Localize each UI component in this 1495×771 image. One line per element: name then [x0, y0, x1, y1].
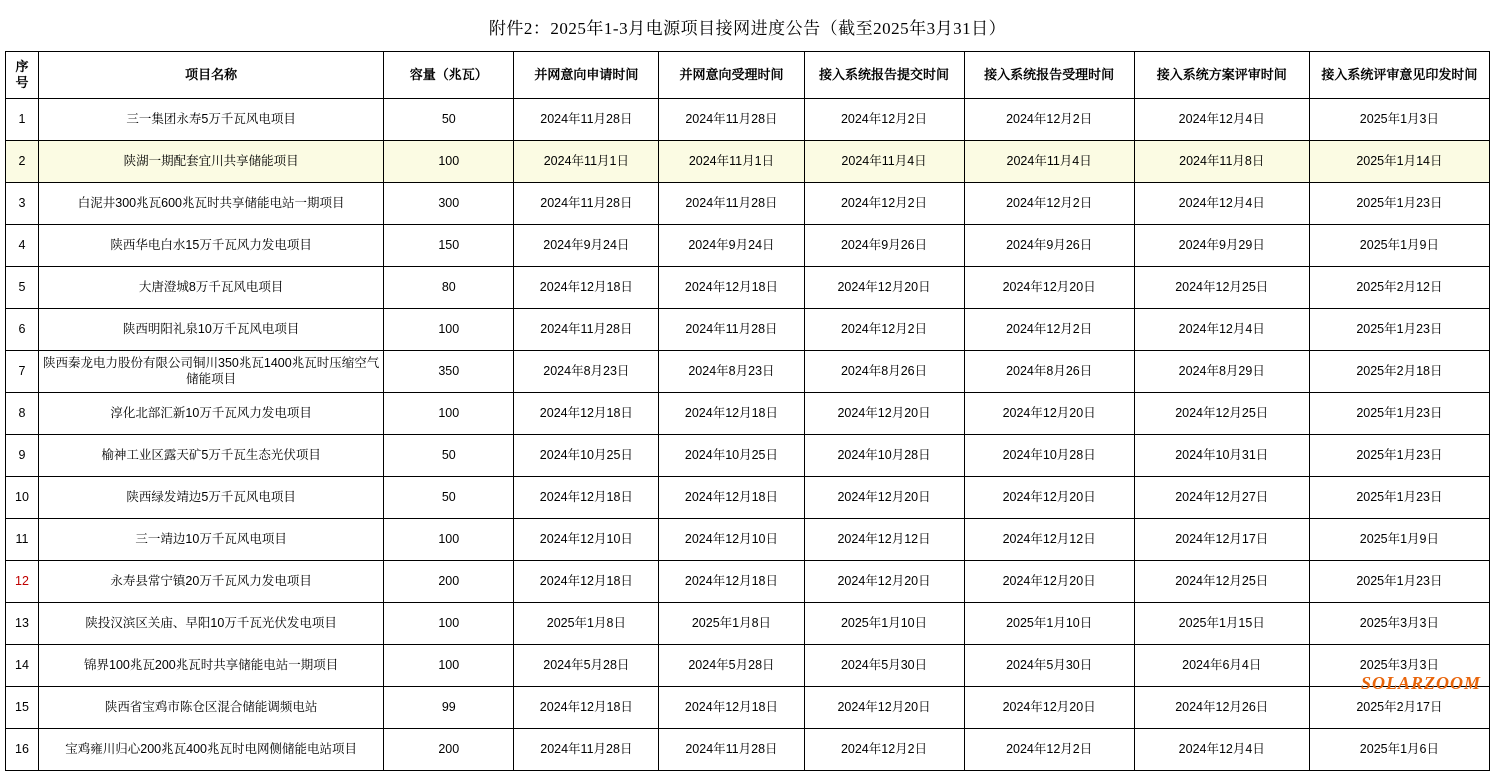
cell-intent-accept: 2024年11月28日: [659, 729, 804, 771]
cell-plan-review: 2025年1月15日: [1134, 603, 1309, 645]
cell-plan-review: 2024年12月25日: [1134, 267, 1309, 309]
cell-project-name: 三一集团永寿5万千瓦风电项目: [39, 99, 384, 141]
cell-index: 14: [6, 645, 39, 687]
cell-intent-apply: 2024年11月28日: [514, 729, 659, 771]
cell-report-submit: 2024年12月2日: [804, 729, 964, 771]
cell-report-accept: 2024年12月2日: [964, 309, 1134, 351]
cell-report-submit: 2024年12月20日: [804, 267, 964, 309]
cell-report-accept: 2024年12月2日: [964, 183, 1134, 225]
cell-opinion-issue: 2025年1月9日: [1309, 225, 1489, 267]
cell-intent-apply: 2025年1月8日: [514, 603, 659, 645]
cell-report-submit: 2024年12月2日: [804, 183, 964, 225]
cell-index: 11: [6, 519, 39, 561]
cell-intent-accept: 2024年8月23日: [659, 351, 804, 393]
cell-intent-apply: 2024年11月28日: [514, 183, 659, 225]
cell-intent-accept: 2024年12月10日: [659, 519, 804, 561]
cell-intent-accept: 2024年12月18日: [659, 393, 804, 435]
cell-report-accept: 2024年10月28日: [964, 435, 1134, 477]
column-header-report-submit: 接入系统报告提交时间: [804, 52, 964, 99]
watermark: SOLARZOOM: [1360, 673, 1481, 693]
cell-capacity: 350: [384, 351, 514, 393]
table-row: [6, 309, 1490, 351]
cell-report-accept: 2024年12月20日: [964, 477, 1134, 519]
cell-capacity: 100: [384, 603, 514, 645]
cell-capacity: 300: [384, 183, 514, 225]
cell-intent-apply: 2024年12月18日: [514, 393, 659, 435]
table-row: [6, 225, 1490, 267]
cell-index: 9: [6, 435, 39, 477]
cell-report-accept: 2025年1月10日: [964, 603, 1134, 645]
cell-opinion-issue: 2025年2月18日: [1309, 351, 1489, 393]
cell-intent-accept: 2024年12月18日: [659, 267, 804, 309]
cell-index: 7: [6, 351, 39, 393]
progress-table: [5, 51, 1490, 771]
cell-intent-apply: 2024年10月25日: [514, 435, 659, 477]
cell-report-accept: 2024年12月20日: [964, 267, 1134, 309]
cell-report-submit: 2024年12月12日: [804, 519, 964, 561]
cell-intent-accept: 2024年5月28日: [659, 645, 804, 687]
cell-capacity: 100: [384, 645, 514, 687]
cell-project-name: 白泥井300兆瓦600兆瓦时共享储能电站一期项目: [39, 183, 384, 225]
column-header-capacity: 容量（兆瓦）: [384, 52, 514, 99]
cell-opinion-issue: 2025年1月23日: [1309, 561, 1489, 603]
cell-capacity: 100: [384, 309, 514, 351]
cell-project-name: 陕西明阳礼泉10万千瓦风电项目: [39, 309, 384, 351]
cell-opinion-issue: 2025年1月23日: [1309, 309, 1489, 351]
cell-opinion-issue: 2025年1月3日: [1309, 99, 1489, 141]
cell-report-accept: 2024年12月12日: [964, 519, 1134, 561]
table-row: [6, 183, 1490, 225]
cell-capacity: 99: [384, 687, 514, 729]
cell-opinion-issue: 2025年1月23日: [1309, 393, 1489, 435]
cell-plan-review: 2024年12月25日: [1134, 561, 1309, 603]
cell-capacity: 150: [384, 225, 514, 267]
cell-report-accept: 2024年12月20日: [964, 561, 1134, 603]
index-header-line1: 序: [15, 58, 29, 74]
cell-intent-accept: 2024年11月28日: [659, 183, 804, 225]
cell-project-name: 永寿县常宁镇20万千瓦风力发电项目: [39, 561, 384, 603]
cell-intent-apply: 2024年12月18日: [514, 687, 659, 729]
cell-report-submit: 2024年12月20日: [804, 477, 964, 519]
column-header-intent-accept: 并网意向受理时间: [659, 52, 804, 99]
cell-plan-review: 2024年10月31日: [1134, 435, 1309, 477]
cell-opinion-issue: 2025年2月12日: [1309, 267, 1489, 309]
cell-intent-apply: 2024年5月28日: [514, 645, 659, 687]
cell-index: 3: [6, 183, 39, 225]
cell-intent-apply: 2024年12月18日: [514, 561, 659, 603]
cell-report-submit: 2024年12月20日: [804, 393, 964, 435]
cell-intent-accept: 2025年1月8日: [659, 603, 804, 645]
cell-index: 8: [6, 393, 39, 435]
cell-index: 13: [6, 603, 39, 645]
cell-plan-review: 2024年12月26日: [1134, 687, 1309, 729]
cell-project-name: 大唐澄城8万千瓦风电项目: [39, 267, 384, 309]
cell-project-name: 陕湖一期配套宜川共享储能项目: [39, 141, 384, 183]
cell-plan-review: 2024年11月8日: [1134, 141, 1309, 183]
table-header: [6, 52, 1490, 99]
cell-opinion-issue: 2025年3月3日: [1309, 603, 1489, 645]
cell-intent-apply: 2024年11月28日: [514, 309, 659, 351]
cell-report-accept: 2024年12月2日: [964, 99, 1134, 141]
table-row: [6, 729, 1490, 771]
cell-report-submit: 2024年12月20日: [804, 561, 964, 603]
table-row: [6, 687, 1490, 729]
cell-plan-review: 2024年12月4日: [1134, 183, 1309, 225]
table-body: [6, 99, 1490, 771]
cell-index: 12: [6, 561, 39, 603]
cell-plan-review: 2024年12月27日: [1134, 477, 1309, 519]
cell-report-submit: 2024年12月20日: [804, 687, 964, 729]
table-row: [6, 561, 1490, 603]
column-header-report-accept: 接入系统报告受理时间: [964, 52, 1134, 99]
cell-intent-accept: 2024年9月24日: [659, 225, 804, 267]
cell-plan-review: 2024年12月17日: [1134, 519, 1309, 561]
cell-opinion-issue: 2025年1月6日: [1309, 729, 1489, 771]
table-row: [6, 477, 1490, 519]
cell-opinion-issue: 2025年2月17日: [1309, 687, 1489, 729]
cell-opinion-issue: 2025年1月14日: [1309, 141, 1489, 183]
cell-index: 4: [6, 225, 39, 267]
cell-capacity: 50: [384, 99, 514, 141]
cell-intent-accept: 2024年11月1日: [659, 141, 804, 183]
cell-index: 1: [6, 99, 39, 141]
cell-opinion-issue: 2025年1月23日: [1309, 183, 1489, 225]
cell-project-name: 陕西华电白水15万千瓦风力发电项目: [39, 225, 384, 267]
column-header-opinion-issue: 接入系统评审意见印发时间: [1309, 52, 1489, 99]
cell-opinion-issue: 2025年1月23日: [1309, 477, 1489, 519]
cell-project-name: 三一靖边10万千瓦风电项目: [39, 519, 384, 561]
cell-project-name: 陕西秦龙电力股份有限公司铜川350兆瓦1400兆瓦时压缩空气储能项目: [39, 351, 384, 393]
cell-capacity: 80: [384, 267, 514, 309]
cell-report-submit: 2024年9月26日: [804, 225, 964, 267]
cell-opinion-issue: 2025年3月3日: [1309, 645, 1489, 687]
table-row: [6, 351, 1490, 393]
column-header-name: 项目名称: [39, 52, 384, 99]
cell-capacity: 100: [384, 519, 514, 561]
cell-plan-review: 2024年12月4日: [1134, 99, 1309, 141]
cell-project-name: 陕西省宝鸡市陈仓区混合储能调频电站: [39, 687, 384, 729]
table-row: [6, 267, 1490, 309]
cell-intent-apply: 2024年12月10日: [514, 519, 659, 561]
cell-plan-review: 2024年6月4日: [1134, 645, 1309, 687]
table-row: [6, 519, 1490, 561]
cell-project-name: 淳化北部汇新10万千瓦风力发电项目: [39, 393, 384, 435]
cell-capacity: 100: [384, 141, 514, 183]
cell-index: 16: [6, 729, 39, 771]
cell-report-submit: 2024年12月2日: [804, 99, 964, 141]
table-row: [6, 603, 1490, 645]
cell-project-name: 陕投汉滨区关庙、早阳10万千瓦光伏发电项目: [39, 603, 384, 645]
cell-plan-review: 2024年12月25日: [1134, 393, 1309, 435]
cell-project-name: 陕西绿发靖边5万千瓦风电项目: [39, 477, 384, 519]
cell-capacity: 200: [384, 729, 514, 771]
cell-capacity: 100: [384, 393, 514, 435]
header-row: [6, 52, 1490, 99]
cell-opinion-issue: 2025年1月23日: [1309, 435, 1489, 477]
cell-capacity: 50: [384, 477, 514, 519]
cell-index: 5: [6, 267, 39, 309]
cell-intent-accept: 2024年11月28日: [659, 309, 804, 351]
cell-report-accept: 2024年12月2日: [964, 729, 1134, 771]
cell-intent-accept: 2024年12月18日: [659, 477, 804, 519]
cell-intent-apply: 2024年11月1日: [514, 141, 659, 183]
page-title: 附件2：2025年1-3月电源项目接网进度公告（截至2025年3月31日）: [488, 19, 1007, 38]
cell-intent-apply: 2024年12月18日: [514, 267, 659, 309]
table-row: [6, 141, 1490, 183]
cell-index: 6: [6, 309, 39, 351]
cell-report-submit: 2024年8月26日: [804, 351, 964, 393]
cell-plan-review: 2024年12月4日: [1134, 729, 1309, 771]
cell-report-accept: 2024年5月30日: [964, 645, 1134, 687]
cell-report-submit: 2024年10月28日: [804, 435, 964, 477]
cell-intent-accept: 2024年12月18日: [659, 687, 804, 729]
cell-capacity: 200: [384, 561, 514, 603]
cell-report-accept: 2024年12月20日: [964, 393, 1134, 435]
cell-report-submit: 2024年12月2日: [804, 309, 964, 351]
cell-intent-apply: 2024年12月18日: [514, 477, 659, 519]
cell-intent-accept: 2024年10月25日: [659, 435, 804, 477]
cell-report-submit: 2024年11月4日: [804, 141, 964, 183]
cell-opinion-issue: 2025年1月9日: [1309, 519, 1489, 561]
cell-project-name: 榆神工业区露天矿5万千瓦生态光伏项目: [39, 435, 384, 477]
cell-project-name: 锦界100兆瓦200兆瓦时共享储能电站一期项目: [39, 645, 384, 687]
cell-capacity: 50: [384, 435, 514, 477]
cell-report-submit: 2024年5月30日: [804, 645, 964, 687]
cell-plan-review: 2024年8月29日: [1134, 351, 1309, 393]
cell-report-accept: 2024年12月20日: [964, 687, 1134, 729]
column-header-plan-review: 接入系统方案评审时间: [1134, 52, 1309, 99]
cell-project-name: 宝鸡雍川归心200兆瓦400兆瓦时电网侧储能电站项目: [39, 729, 384, 771]
table-row: [6, 435, 1490, 477]
table-row: [6, 393, 1490, 435]
cell-report-accept: 2024年11月4日: [964, 141, 1134, 183]
cell-plan-review: 2024年9月29日: [1134, 225, 1309, 267]
cell-intent-accept: 2024年12月18日: [659, 561, 804, 603]
cell-report-accept: 2024年8月26日: [964, 351, 1134, 393]
table-row: [6, 99, 1490, 141]
cell-report-submit: 2025年1月10日: [804, 603, 964, 645]
cell-index: 15: [6, 687, 39, 729]
index-header-line2: 号: [15, 75, 29, 90]
cell-index: 10: [6, 477, 39, 519]
cell-index: 2: [6, 141, 39, 183]
cell-intent-accept: 2024年11月28日: [659, 99, 804, 141]
cell-plan-review: 2024年12月4日: [1134, 309, 1309, 351]
cell-report-accept: 2024年9月26日: [964, 225, 1134, 267]
cell-intent-apply: 2024年9月24日: [514, 225, 659, 267]
column-header-intent-apply: 并网意向申请时间: [514, 52, 659, 99]
table-row: [6, 645, 1490, 687]
cell-intent-apply: 2024年11月28日: [514, 99, 659, 141]
cell-intent-apply: 2024年8月23日: [514, 351, 659, 393]
column-header-index: [6, 52, 39, 99]
